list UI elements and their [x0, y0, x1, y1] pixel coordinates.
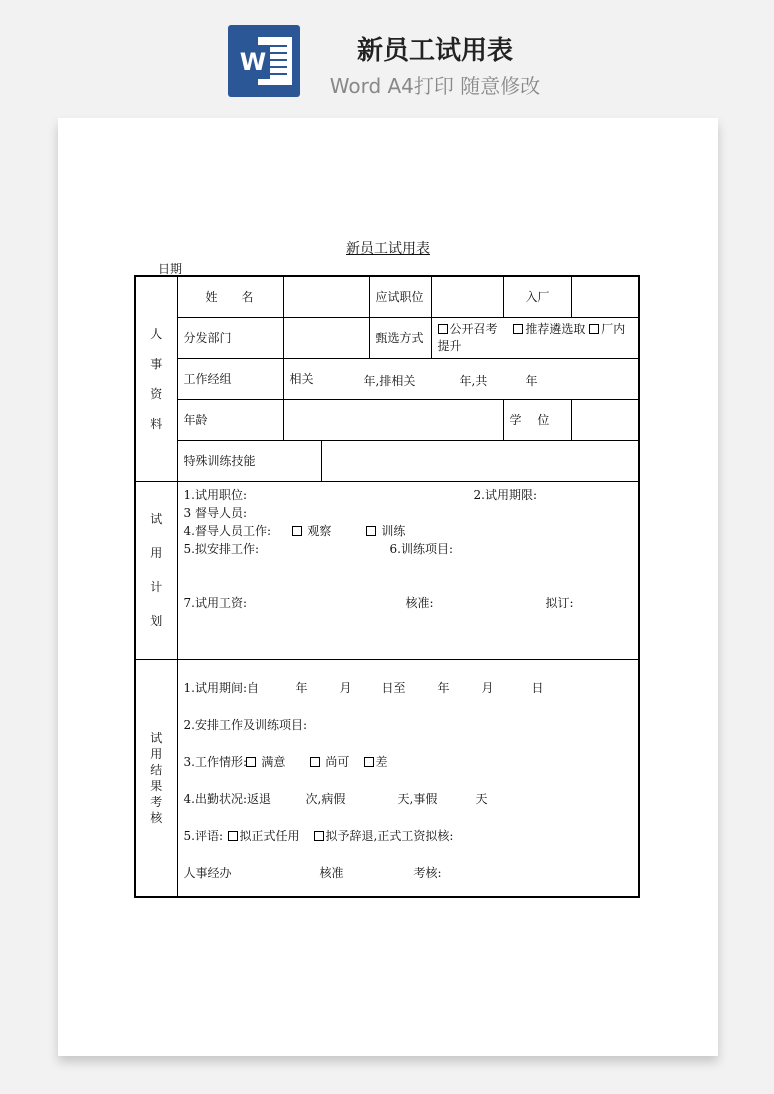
age-field[interactable] — [283, 399, 503, 440]
degree-label: 学 位 — [503, 399, 571, 440]
training-items-label: 6.训练项目: — [389, 541, 453, 556]
skills-label: 特殊训练技能 — [177, 440, 321, 481]
page-header — [0, 0, 774, 110]
degree-field[interactable] — [571, 399, 639, 440]
checkbox-icon — [310, 757, 320, 767]
name-field[interactable] — [283, 276, 369, 317]
review-label: 考核: — [413, 865, 442, 880]
option-observe[interactable]: 观察 — [292, 522, 332, 540]
result-content: 1.试用期间:自 年 月 日至 年 月 日 2.安排工作及训练项目: 3.工作情形: 满意 尚可 差 4.出勤状况:返退 次,病假 天,事假 天 5.评语: 拟正式任用 拟予辞退,正式工资拟核: 人事经办 核准 考核: — [177, 659, 639, 897]
selection-label: 甄选方式 — [369, 317, 431, 358]
option-internal[interactable]: 厂内提升 — [437, 321, 626, 353]
word-letter: W — [236, 45, 270, 79]
option-dismiss[interactable]: 拟予辞退,正式工资拟核: — [314, 818, 454, 855]
supervisor-label: 3 督导人员: — [183, 505, 247, 520]
plan-content — [177, 481, 639, 659]
selection-options — [431, 317, 639, 358]
document-title: 新员工试用表 — [346, 241, 430, 257]
option-poor[interactable]: 差 — [364, 744, 388, 781]
entry-label: 入厂 — [503, 276, 571, 317]
document-page — [58, 118, 718, 1056]
comment-label: 5.评语: — [183, 828, 223, 843]
checkbox-icon — [364, 757, 374, 767]
position-field[interactable] — [431, 276, 503, 317]
checkbox-icon — [438, 324, 448, 334]
option-fair[interactable]: 尚可 — [310, 744, 350, 781]
checkbox-icon — [366, 526, 376, 536]
checkbox-icon — [589, 324, 599, 334]
checkbox-icon — [513, 324, 523, 334]
supervisor-work-label: 4.督导人员工作: — [183, 523, 271, 538]
option-recommend[interactable]: 推荐遴选取 — [513, 322, 585, 336]
situation-label: 3.工作情形: — [183, 754, 247, 769]
checkbox-icon — [246, 757, 256, 767]
arranged-label: 2.安排工作及训练项目: — [183, 717, 307, 732]
checkbox-icon — [292, 526, 302, 536]
header-title: 新员工试用表 — [356, 36, 513, 66]
approved-label: 核准: — [405, 595, 434, 610]
approve-label: 核准 — [319, 865, 344, 880]
trial-period-label: 2.试用期限: — [473, 487, 537, 502]
department-field[interactable] — [283, 317, 369, 358]
name-label: 姓 名 — [177, 276, 283, 317]
option-public[interactable]: 公开召考 — [438, 322, 498, 336]
date-label: 日期 — [158, 262, 183, 276]
skills-field[interactable] — [321, 440, 639, 481]
checkbox-icon — [228, 831, 238, 841]
option-train[interactable]: 训练 — [366, 522, 406, 540]
entry-field[interactable] — [571, 276, 639, 317]
age-label: 年龄 — [177, 399, 283, 440]
section-plan: 试 用 计 划 — [135, 481, 177, 659]
header-subtitle: Word A4打印 随意修改 — [329, 74, 541, 98]
section-result: 试 用 结 果 考 核 — [135, 659, 177, 897]
hr-manager-label: 人事经办 — [183, 865, 232, 880]
position-label: 应试职位 — [369, 276, 431, 317]
arranged-work-label: 5.拟安排工作: — [183, 541, 259, 556]
checkbox-icon — [314, 831, 324, 841]
department-label: 分发部门 — [177, 317, 283, 358]
trial-salary-label: 7.试用工资: — [183, 595, 247, 610]
proposed-label: 拟订: — [545, 595, 574, 610]
section-personnel: 人 事 资 料 — [135, 276, 177, 481]
work-exp-field[interactable]: 相关 年,排相关 年,共 年 — [283, 358, 639, 399]
work-exp-label: 工作经组 — [177, 358, 283, 399]
option-hire[interactable]: 拟正式任用 — [228, 818, 300, 855]
trial-form-table — [134, 275, 640, 898]
word-icon — [228, 25, 300, 97]
trial-position-label: 1.试用职位: — [183, 487, 247, 502]
option-satisfied[interactable]: 满意 — [246, 744, 286, 781]
